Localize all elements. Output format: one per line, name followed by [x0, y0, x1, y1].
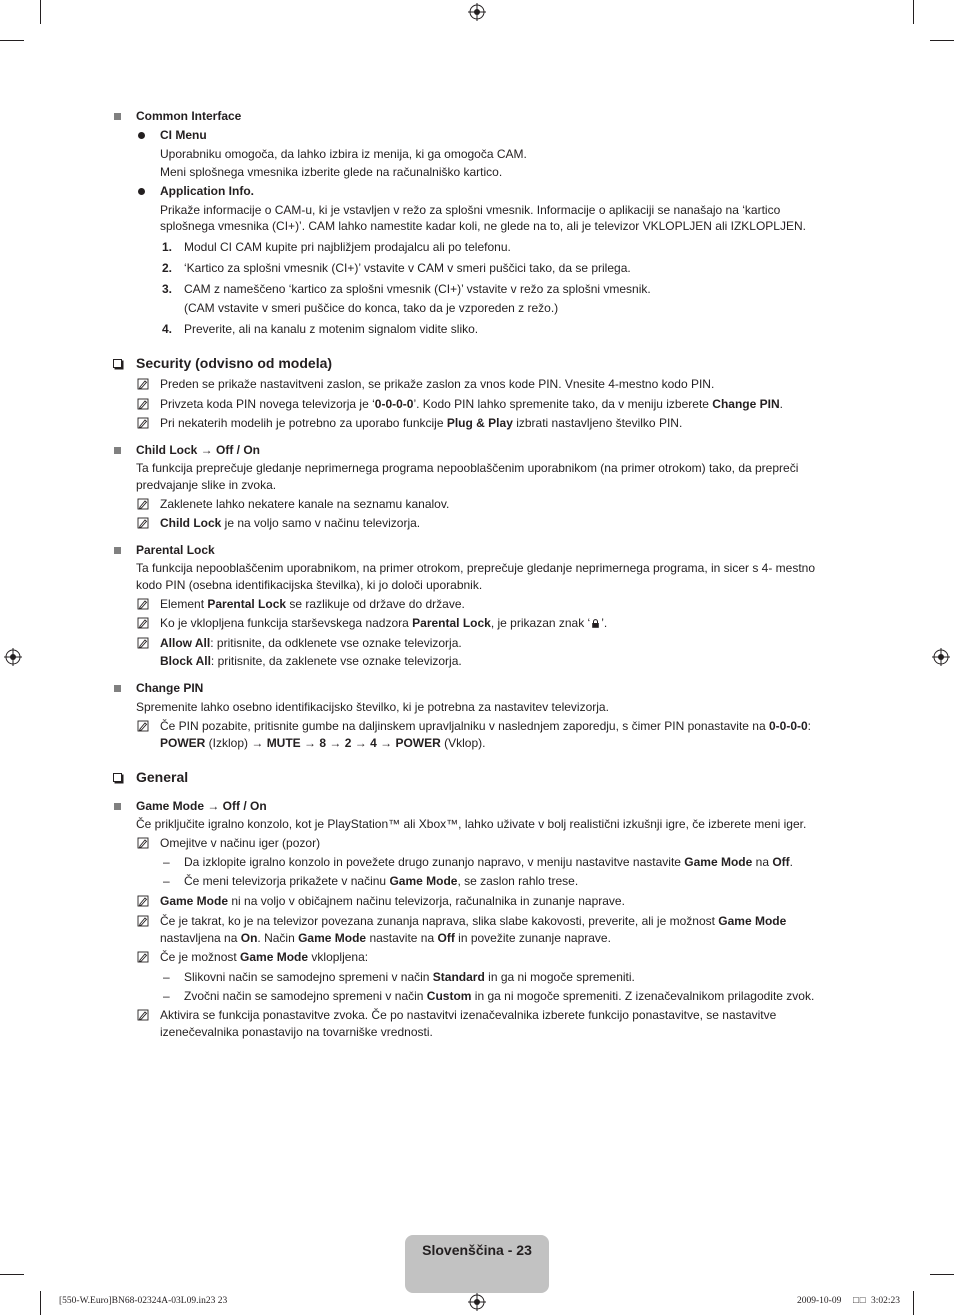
game-mode-note: Če je takrat, ko je na televizor povezana zunanja naprava, slika slabe kakovosti, preverite, ali je možnost Game Mode	[160, 914, 787, 928]
ci-menu-line: Uporabniku omogoča, da lahko izbira iz menija, ki ga omogoča CAM.	[160, 147, 527, 161]
parental-lock-note: Element Parental Lock se razlikuje od države do države.	[160, 597, 465, 611]
note-icon	[137, 498, 149, 510]
section-marker-icon	[113, 773, 122, 782]
bullet-square-icon	[114, 547, 121, 554]
game-mode-note: Game Mode ni na voljo v običajnem načinu televizorja, računalnika in zunanje naprave.	[160, 894, 625, 908]
security-note: Preden se prikaže nastavitveni zaslon, se prikaže zaslon za vnos kode PIN. Vnesite 4-mestno kodo PIN.	[160, 377, 715, 391]
crop-mark	[0, 40, 24, 41]
security-title: Security (odvisno od modela)	[136, 355, 333, 371]
page-number-label: Slovenščina - 23	[422, 1242, 532, 1258]
step-text: CAM z nameščeno ‘kartico za splošni vmesnik (CI+)’ vstavite v režo za splošni vmesnik.	[184, 282, 651, 296]
game-mode-line: Če priključite igralno konzolo, kot je PlayStation™ ali Xbox™, lahko uživate v bolj realistični izkušnji igre, če izberete meni iger.	[136, 817, 807, 831]
parental-lock-note: Ko je vklopljena funkcija starševskega nadzora Parental Lock, je prikazan znak ‘ ’.	[160, 616, 608, 630]
game-mode-dash-item: Zvočni način se samodejno spremeni v način Custom in ga ni mogoče spremeniti. Z izenačevalnikom prilagodite zvok.	[184, 989, 815, 1003]
registration-mark-icon	[932, 648, 950, 666]
bullet-square-icon	[114, 685, 121, 692]
step-text: ‘Kartico za splošni vmesnik (CI+)’ vstavite v CAM v smeri puščici tako, da se prilega.	[184, 261, 631, 275]
note-icon	[137, 895, 149, 907]
dash-bullet: –	[163, 874, 170, 888]
note-icon	[137, 378, 149, 390]
note-icon	[137, 398, 149, 410]
bullet-dot-icon	[138, 188, 145, 195]
change-pin-note-continued: POWER (Izklop) → MUTE → 8 → 2 → 4 → POWER (Vklop).	[160, 736, 486, 750]
parental-lock-line: kodo PIN (osebna identifikacijska številka), ki jo določi uporabnik.	[136, 578, 483, 592]
game-mode-dash-item: Da izklopite igralno konzolo in povežete drugo zunanjo napravo, v meniju nastavitve nastavite Game Mode na Off.	[184, 855, 793, 869]
child-lock-heading: Child Lock → Off / On	[136, 443, 260, 457]
parental-lock-note: Allow All: pritisnite, da odklenete vse oznake televizorja.	[160, 636, 462, 650]
lock-icon	[591, 619, 600, 628]
ci-menu-line: Meni splošnega vmesnika izberite glede na računalniško kartico.	[160, 165, 503, 179]
bullet-square-icon	[114, 113, 121, 120]
security-note: Pri nekaterih modelih je potrebno za uporabo funkcije Plug & Play izbrati nastavljeno številko PIN.	[160, 416, 683, 430]
crop-mark	[913, 1291, 914, 1315]
app-info-line: Prikaže informacije o CAM-u, ki je vstavljen v režo za splošni vmesnik. Informacije o aplikaciji se nanašajo na ‘kartico	[160, 203, 781, 217]
crop-mark	[40, 0, 41, 24]
step-text-continued: (CAM vstavite v smeri puščice do konca, tako da je vzporeden z režo.)	[184, 301, 559, 315]
step-number: 3.	[162, 282, 173, 296]
child-lock-line: predvajanje slike in zvoka.	[136, 478, 277, 492]
registration-mark-icon	[4, 648, 22, 666]
note-icon	[137, 720, 149, 732]
change-pin-note: Če PIN pozabite, pritisnite gumbe na daljinskem upravljalniku v naslednjem zaporedju, s čimer PIN ponastavite na 0-0-0-0:	[160, 719, 812, 733]
registration-mark-icon	[468, 3, 486, 21]
step-number: 4.	[162, 322, 173, 336]
placeholder-glyphs: □□	[853, 1296, 867, 1306]
game-mode-dash-item: Slikovni način se samodejno spremeni v način Standard in ga ni mogoče spremeniti.	[184, 970, 635, 984]
crop-mark	[0, 1274, 24, 1275]
registration-mark-icon	[468, 1293, 486, 1311]
change-pin-line: Spremenite lahko osebno identifikacijsko številko, ki je potrebna za nastavitev televizorja.	[136, 700, 609, 714]
dash-bullet: –	[163, 989, 170, 1003]
print-time: 3:02:23	[871, 1296, 901, 1306]
crop-mark	[930, 40, 954, 41]
child-lock-note: Child Lock je na voljo samo v načinu televizorja.	[160, 516, 421, 530]
parental-lock-line: Ta funkcija nepooblaščenim uporabnikom, na primer otrokom, preprečuje gledanje neprimernega programa, in sicer s 4- mestno	[136, 561, 816, 575]
security-note: Privzeta koda PIN novega televizorja je ‘0-0-0-0’. Kodo PIN lahko spremenite tako, da v meniju izberete Change PIN.	[160, 397, 783, 411]
bullet-square-icon	[114, 447, 121, 454]
note-icon	[137, 517, 149, 529]
note-icon	[137, 617, 149, 629]
crop-mark	[930, 1274, 954, 1275]
parental-lock-heading: Parental Lock	[136, 543, 215, 557]
crop-mark	[40, 1291, 41, 1315]
bullet-square-icon	[114, 803, 121, 810]
child-lock-note: Zaklenete lahko nekatere kanale na seznamu kanalov.	[160, 497, 450, 511]
crop-mark	[913, 0, 914, 24]
parental-lock-note-continued: Block All: pritisnite, da zaklenete vse oznake televizorja.	[160, 654, 462, 668]
bullet-dot-icon	[138, 132, 145, 139]
game-mode-heading: Game Mode → Off / On	[136, 799, 267, 813]
note-icon	[137, 837, 149, 849]
step-number: 2.	[162, 261, 173, 275]
note-icon	[137, 915, 149, 927]
change-pin-heading: Change PIN	[136, 681, 204, 695]
ci-menu-title: CI Menu	[160, 128, 207, 142]
note-icon	[137, 1009, 149, 1021]
general-title: General	[136, 769, 189, 785]
game-mode-note: Omejitve v načinu iger (pozor)	[160, 836, 321, 850]
step-text: Modul CI CAM kupite pri najbližjem prodajalcu ali po telefonu.	[184, 240, 511, 254]
step-number: 1.	[162, 240, 173, 254]
game-mode-dash-item: Če meni televizorja prikažete v načinu Game Mode, se zaslon rahlo trese.	[184, 874, 579, 888]
app-info-title: Application Info.	[160, 184, 254, 198]
note-icon	[137, 598, 149, 610]
game-mode-note-continued: nastavljena na On. Način Game Mode nastavite na Off in povežite zunanje naprave.	[160, 931, 611, 945]
note-icon	[137, 951, 149, 963]
note-icon	[137, 637, 149, 649]
game-mode-note-continued: izenečevalnika ponastavijo na tovarniške vrednosti.	[160, 1025, 433, 1039]
game-mode-note: Aktivira se funkcija ponastavitve zvoka. Če po nastavitvi izenačevalnika izberete funkcijo ponastavitve, se nastavitve	[160, 1008, 777, 1022]
section-marker-icon	[113, 359, 122, 368]
child-lock-line: Ta funkcija preprečuje gledanje neprimernega programa nepooblaščenim uporabnikom (na primer otrokom) tako, da prepreči	[136, 461, 799, 475]
print-date: 2009-10-09	[797, 1296, 842, 1306]
step-text: Preverite, ali na kanalu z motenim signalom vidite sliko.	[184, 322, 479, 336]
app-info-line: splošnega vmesnika (CI+)’. CAM lahko namestite kadar koli, ne glede na to, ali je televizor VKLOPLJEN ali IZKLOPLJEN.	[160, 219, 806, 233]
common-interface-heading: Common Interface	[136, 109, 242, 123]
dash-bullet: –	[163, 970, 170, 984]
note-icon	[137, 417, 149, 429]
game-mode-note: Če je možnost Game Mode vklopljena:	[160, 950, 369, 964]
file-info: [550-W.Euro]BN68-02324A-03L09.in23 23	[59, 1296, 228, 1306]
dash-bullet: –	[163, 855, 170, 869]
